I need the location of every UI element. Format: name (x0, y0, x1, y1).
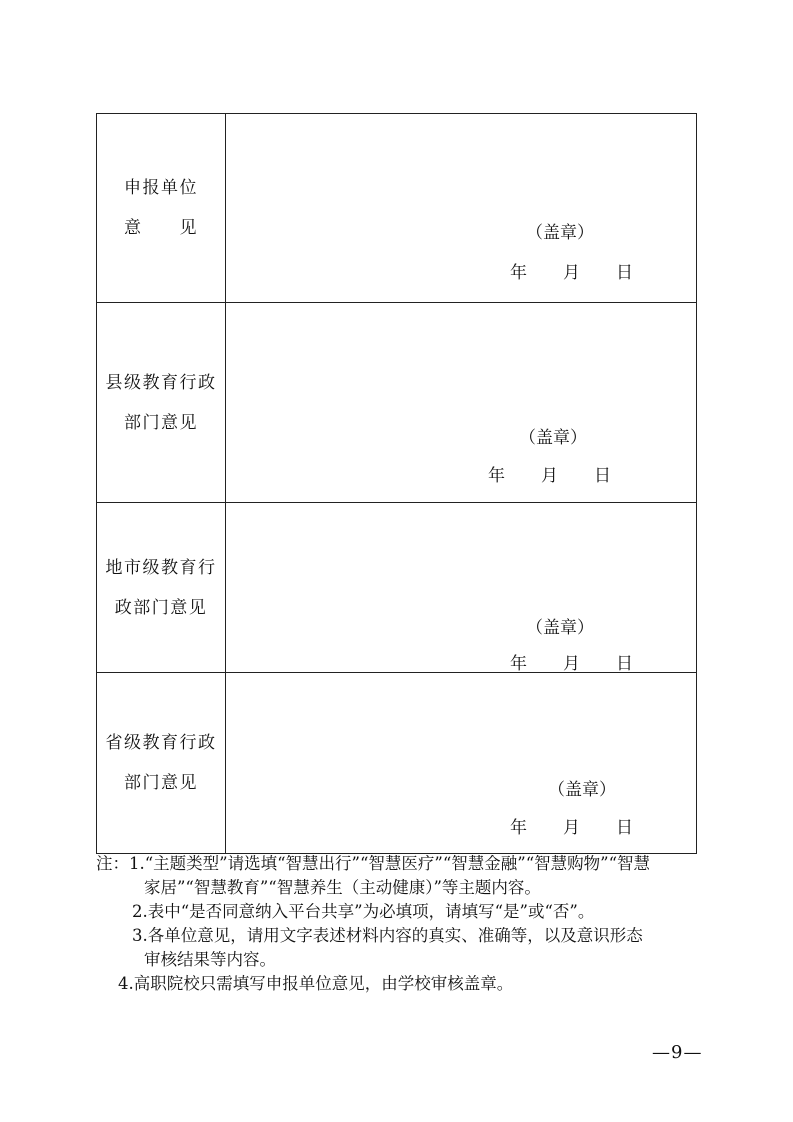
row-label: 政部门意见 (114, 597, 208, 618)
note-line: 注：1.“主题类型”请选填“智慧出行”“智慧医疗”“智慧金融”“智慧购物”“智慧 (96, 854, 651, 873)
table-row (97, 503, 697, 673)
opinion-input-area[interactable] (226, 114, 697, 303)
notes-block (96, 852, 650, 996)
row-label-cell (97, 673, 226, 854)
approval-opinion-table (96, 113, 697, 854)
month-label: 月 (563, 263, 580, 283)
year-label: 年 (510, 654, 527, 674)
seal-label: （盖章） (548, 780, 616, 800)
row-label: 部门意见 (124, 773, 198, 793)
month-label: 月 (563, 818, 580, 838)
note-line: 4.高职院校只需填写申报单位意见，由学校审核盖章。 (118, 974, 514, 993)
day-label: 日 (594, 466, 611, 486)
row-label: 地市级教育行 (105, 557, 217, 578)
year-label: 年 (510, 263, 527, 283)
opinion-input-area[interactable] (226, 673, 697, 854)
date-line (510, 258, 633, 283)
note-line: 审核结果等内容。 (144, 950, 276, 969)
page-number: —9— (652, 1042, 703, 1063)
row-label-cell (97, 303, 226, 503)
date-line (488, 461, 611, 486)
row-label: 部门意见 (124, 412, 198, 433)
date-line (510, 649, 633, 674)
row-label-cell (97, 114, 226, 303)
month-label: 月 (541, 466, 558, 486)
year-label: 年 (510, 818, 527, 838)
opinion-input-area[interactable] (226, 303, 697, 503)
note-line: 2.表中“是否同意纳入平台共享”为必填项，请填写“是”或“否”。 (132, 902, 595, 921)
day-label: 日 (616, 818, 633, 838)
opinion-input-area[interactable] (226, 503, 697, 673)
year-label: 年 (488, 466, 505, 486)
table-row (97, 114, 697, 303)
table-row (97, 303, 697, 503)
row-label: 县级教育行政 (105, 372, 217, 393)
date-line (510, 813, 633, 838)
table-row (97, 673, 697, 854)
seal-label: （盖章） (519, 428, 587, 448)
note-line: 家居”“智慧教育”“智慧养生（主动健康）”等主题内容。 (144, 878, 541, 897)
note-line: 3.各单位意见，请用文字表述材料内容的真实、准确等，以及意识形态 (132, 926, 643, 945)
day-label: 日 (616, 263, 633, 283)
row-label: 申报单位 (124, 178, 198, 198)
row-label: 意 见 (124, 218, 198, 238)
seal-label: （盖章） (526, 223, 594, 243)
month-label: 月 (563, 654, 580, 674)
row-label-cell (97, 503, 226, 673)
row-label: 省级教育行政 (105, 733, 217, 753)
day-label: 日 (616, 654, 633, 674)
seal-label: （盖章） (526, 618, 594, 638)
